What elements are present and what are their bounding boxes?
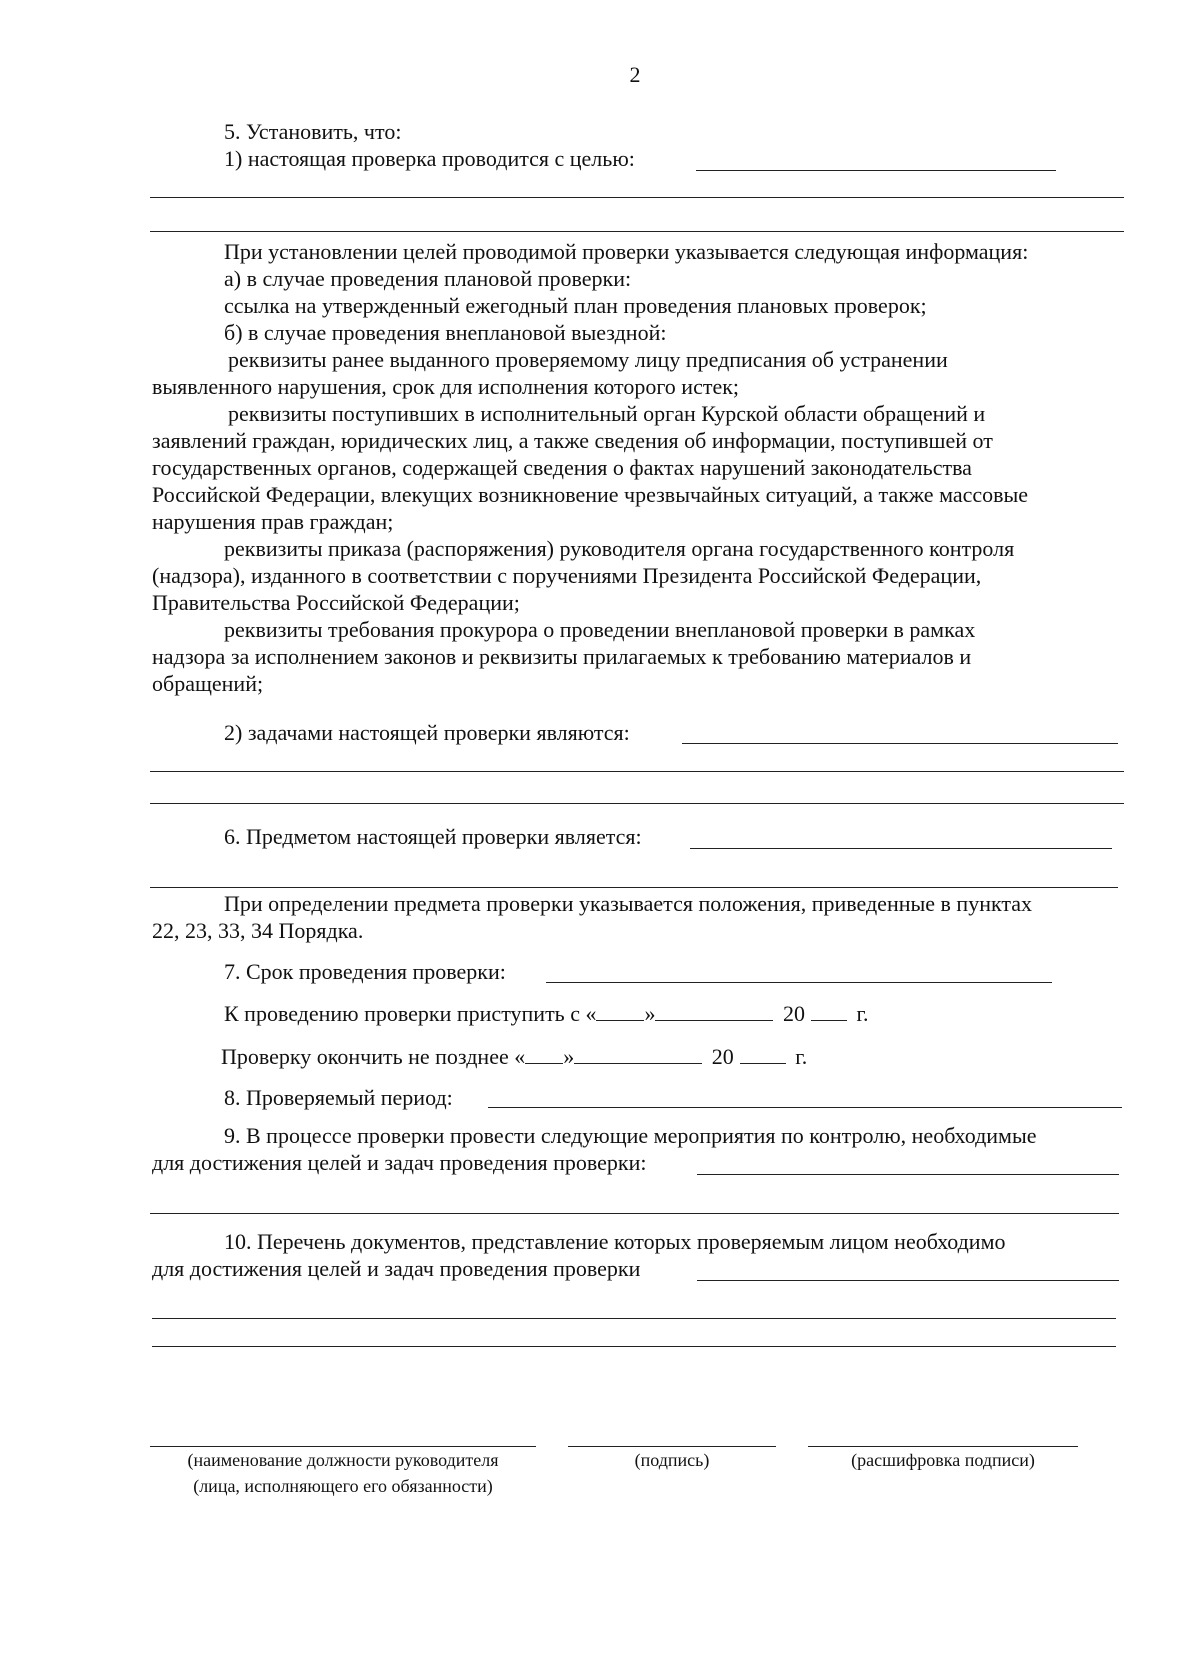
s5-heading: 5. Установить, что: — [224, 119, 402, 144]
start-year-blank[interactable] — [811, 1000, 847, 1021]
s9-measures-line-2[interactable] — [150, 1213, 1119, 1214]
start-day-blank[interactable] — [596, 1000, 644, 1021]
goals-b1-line2: выявленного нарушения, срок для исполнения которого истек; — [152, 374, 740, 399]
signature-sign-caption: (подпись) — [634, 1450, 710, 1470]
goals-b4-line1: реквизиты требования прокурора о проведении внеплановой проверки в рамках — [224, 617, 976, 642]
end-year-suffix: г. — [795, 1044, 808, 1069]
s9-measures-blank[interactable] — [697, 1174, 1119, 1175]
goals-b2-line1: реквизиты поступивших в исполнительный орган Курской области обращений и — [228, 401, 986, 426]
s5-tasks-blank[interactable] — [682, 743, 1118, 744]
s5-tasks-line-3[interactable] — [150, 803, 1124, 804]
end-year-blank[interactable] — [740, 1043, 786, 1064]
s10-text — [152, 1228, 1122, 1282]
goals-b2-line3: государственных органов, содержащей сведения о фактах нарушений законодательства — [152, 455, 972, 480]
goals-b2-line4: Российской Федерации, влекущих возникновение чрезвычайных ситуаций, а также массовые — [152, 482, 1029, 507]
s6-note-line1: При определении предмета проверки указывается положения, приведенные в пунктах — [224, 891, 1033, 916]
s5-item1-label: 1) настоящая проверка проводится с целью: — [224, 146, 635, 171]
end-year-prefix: 20 — [711, 1044, 734, 1069]
goals-b2-line2: заявлений граждан, юридических лиц, а также сведения об информации, поступившей от — [152, 428, 993, 453]
s10-line2: для достижения целей и задач проведения проверки — [152, 1256, 641, 1281]
s7-end-date — [221, 1043, 807, 1070]
s5-tasks-line-2[interactable] — [150, 771, 1124, 772]
end-day-blank[interactable] — [525, 1043, 563, 1064]
goals-intro: При установлении целей проводимой проверки указывается следующая информация: — [224, 239, 1029, 264]
end-prefix: Проверку окончить не позднее « — [221, 1044, 526, 1069]
s6-subject-blank[interactable] — [690, 848, 1112, 849]
s10-line1: 10. Перечень документов, представление которых проверяемым лицом необходимо — [224, 1229, 1006, 1254]
goals-a-text: ссылка на утвержденный ежегодный план проведения плановых проверок; — [224, 293, 927, 318]
s7-heading: 7. Срок проведения проверки: — [224, 959, 506, 984]
s6-heading: 6. Предметом настоящей проверки является: — [224, 824, 642, 849]
end-quote-close: » — [563, 1044, 575, 1069]
start-year-suffix: г. — [856, 1001, 869, 1026]
s5-purpose-line-3[interactable] — [150, 231, 1124, 232]
start-quote-close: » — [644, 1001, 656, 1026]
s6-note-line2: 22, 23, 33, 34 Порядка. — [152, 918, 364, 943]
start-prefix: К проведению проверки приступить с « — [224, 1001, 597, 1026]
s10-docs-line-2[interactable] — [152, 1318, 1116, 1319]
s5-item2-label: 2) задачами настоящей проверки являются: — [224, 720, 630, 745]
goals-b3-line3: Правительства Российской Федерации; — [152, 590, 520, 615]
goals-b3-line1: реквизиты приказа (распоряжения) руководителя органа государственного контроля — [224, 536, 1015, 561]
signature-decode-caption: (расшифровка подписи) — [851, 1450, 1035, 1470]
s5-purpose-line-2[interactable] — [150, 197, 1124, 198]
s6-note — [152, 890, 1122, 944]
s7-duration-blank[interactable] — [546, 982, 1052, 983]
start-month-blank[interactable] — [655, 1000, 773, 1021]
page-number: 2 — [629, 62, 641, 87]
signature-position-caption — [150, 1447, 536, 1499]
s9-text — [152, 1122, 1122, 1176]
s8-heading: 8. Проверяемый период: — [224, 1085, 453, 1110]
s7-start-date — [224, 1000, 869, 1027]
goals-b4-line2: надзора за исполнением законов и реквизиты прилагаемых к требованию материалов и — [152, 644, 972, 669]
s5-goals-info — [152, 238, 1122, 697]
signature-position-line2: (лица, исполняющего его обязанности) — [193, 1476, 493, 1496]
goals-b1-line1: реквизиты ранее выданного проверяемому лицу предписания об устранении — [228, 347, 948, 372]
signature-position-line1: (наименование должности руководителя — [187, 1450, 499, 1470]
start-year-prefix: 20 — [782, 1001, 805, 1026]
goals-b4-line3: обращений; — [152, 671, 264, 696]
s9-line1: 9. В процессе проверки провести следующие мероприятия по контролю, необходимые — [224, 1123, 1037, 1148]
s6-subject-line-2[interactable] — [150, 887, 1118, 888]
s10-docs-blank[interactable] — [697, 1280, 1119, 1281]
s5-purpose-blank[interactable] — [696, 170, 1056, 171]
goals-b-heading: б) в случае проведения внеплановой выездной: — [224, 320, 667, 345]
goals-b3-line2: (надзора), изданного в соответствии с поручениями Президента Российской Федерации, — [152, 563, 982, 588]
end-month-blank[interactable] — [574, 1043, 702, 1064]
s9-line2: для достижения целей и задач проведения проверки: — [152, 1150, 647, 1175]
s10-docs-line-3[interactable] — [152, 1346, 1116, 1347]
goals-b2-line5: нарушения прав граждан; — [152, 509, 394, 534]
goals-a-heading: а) в случае проведения плановой проверки: — [224, 266, 632, 291]
s8-period-blank[interactable] — [488, 1107, 1122, 1108]
